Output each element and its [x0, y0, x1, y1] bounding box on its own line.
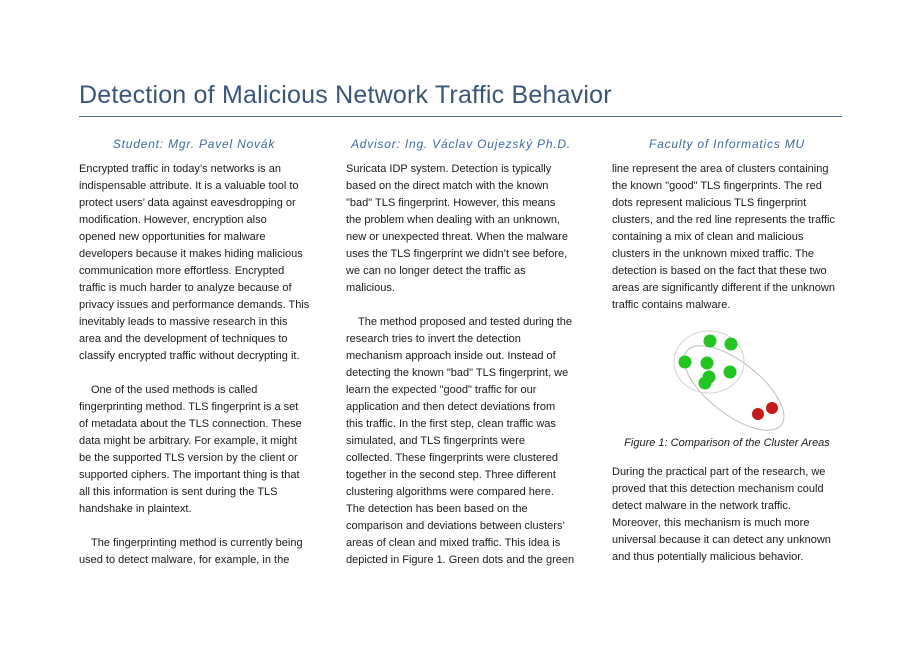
text-line: the problem when dealing with an unknown,: [346, 214, 561, 226]
text-line: supported ciphers. The important thing is that: [79, 469, 300, 481]
text-line: detection is based on the fact that these two: [612, 265, 827, 277]
text-line: Suricata IDP system. Detection is typically: [346, 163, 552, 175]
text-line: new or unexpected threat. When the malware: [346, 231, 568, 243]
green-dot: [725, 338, 738, 351]
text-line: depicted in Figure 1. Green dots and the green: [346, 554, 575, 566]
text-line: we can no longer detect the traffic as: [346, 265, 526, 277]
cluster-figure: [672, 326, 797, 431]
text-line: The detection has been based on the: [346, 503, 528, 515]
text-line: The method proposed and tested during the: [358, 316, 573, 328]
column-2: [346, 161, 579, 569]
text-line: research tries to invert the detection: [346, 333, 521, 345]
text-line: together in the second step. Three different: [346, 469, 556, 481]
student-header: Student: Mgr. Pavel Novák: [112, 137, 276, 151]
text-line: traffic contains malware.: [612, 299, 731, 311]
col1-paragraph-3: [79, 535, 312, 569]
col3-paragraph-1: [612, 161, 845, 314]
text-line: universal because it can detect any unknown: [612, 534, 831, 546]
figure-caption: Figure 1: Comparison of the Cluster Areas: [624, 437, 830, 449]
text-line: malicious.: [346, 282, 395, 294]
col1-paragraph-2: [79, 382, 312, 518]
green-dot: [704, 335, 717, 348]
text-line: developers because it makes hiding malicious: [79, 248, 303, 260]
advisor-header: Advisor: Ing. Václav Oujezský Ph.D.: [350, 137, 572, 151]
text-line: and thus potentially malicious behavior.: [612, 551, 804, 563]
text-line: of metadata about the TLS connection. These: [79, 418, 302, 430]
green-dot: [679, 356, 692, 369]
page-title: Detection of Malicious Network Traffic Behavior: [79, 81, 612, 109]
text-line: protect users’ data against eavesdropping or: [79, 197, 296, 209]
text-line: privacy issues and performance demands. This: [79, 299, 310, 311]
text-line: the known "good" TLS fingerprints. The red: [612, 180, 822, 192]
title-rule: [79, 116, 842, 117]
text-line: areas are significantly different if the unknown: [612, 282, 835, 294]
text-line: area and the development of techniques to: [79, 333, 288, 345]
text-line: learn the expected "good" traffic for our: [346, 384, 537, 396]
text-line: classify encrypted traffic without decrypting it.: [79, 350, 300, 362]
text-line: Encrypted traffic in today’s networks is an: [79, 163, 281, 175]
text-line: all this information is sent during the TLS: [79, 486, 278, 498]
text-line: handshake in plaintext.: [79, 503, 192, 515]
col3-paragraph-2: [612, 464, 845, 566]
green-dot: [699, 377, 712, 390]
text-line: detect malware in the network traffic.: [612, 500, 791, 512]
text-line: clusters, and the red line represents the traffic: [612, 214, 835, 226]
red-dot: [766, 402, 778, 414]
text-line: used to detect malware, for example, in the: [79, 554, 290, 566]
column-3-lower: [612, 464, 845, 566]
text-line: clusters in the unknown mixed traffic. The: [612, 248, 814, 260]
col2-paragraph-1: [346, 161, 579, 297]
text-line: be the supported TLS version by the client or: [79, 452, 298, 464]
text-line: application and then detect deviations from: [346, 401, 556, 413]
green-dot: [724, 366, 737, 379]
text-line: this traffic. In the first step, clean traffic was: [346, 418, 556, 430]
text-line: containing a mix of clean and malicious: [612, 231, 804, 243]
text-line: "bad" TLS fingerprint. However, this means: [346, 197, 556, 209]
text-line: collected. These fingerprints were clustered: [346, 452, 558, 464]
text-line: clustering algorithms were compared here.: [346, 486, 554, 498]
text-line: simulated, and TLS fingerprints were: [346, 435, 525, 447]
text-line: proved that this detection mechanism could: [612, 483, 824, 495]
text-line: During the practical part of the research, we: [612, 466, 826, 478]
text-line: comparison and deviations between clusters’: [346, 520, 565, 532]
text-line: modification. However, encryption also: [79, 214, 267, 226]
text-line: dots represent malicious TLS fingerprint: [612, 197, 807, 209]
text-line: detecting the known "bad" TLS fingerprint, we: [346, 367, 569, 379]
text-line: The fingerprinting method is currently being: [91, 537, 303, 549]
text-line: data might be arbitrary. For example, it might: [79, 435, 298, 447]
text-line: mechanism approach inside out. Instead of: [346, 350, 556, 362]
text-line: indispensable attribute. It is a valuable tool to: [79, 180, 299, 192]
text-line: areas of clean and mixed traffic. This idea is: [346, 537, 561, 549]
text-line: inevitably leads to massive research in this: [79, 316, 288, 328]
text-line: traffic is much harder to analyze because of: [79, 282, 292, 294]
column-3: [612, 161, 845, 314]
text-line: based on the direct match with the known: [346, 180, 549, 192]
text-line: line represent the area of clusters containing: [612, 163, 829, 175]
red-dot: [752, 408, 764, 420]
text-line: opened new opportunities for malware: [79, 231, 266, 243]
text-line: Moreover, this mechanism is much more: [612, 517, 810, 529]
faculty-header: Faculty of Informatics MU: [648, 137, 806, 151]
green-dot: [701, 357, 714, 370]
text-line: uses the TLS fingerprint we didn’t see before,: [346, 248, 568, 260]
text-line: fingerprinting method. TLS fingerprint is a set: [79, 401, 299, 413]
col1-paragraph-1: [79, 161, 312, 365]
text-line: communication more effortless. Encrypted: [79, 265, 285, 277]
column-1: [79, 161, 312, 569]
col2-paragraph-2: [346, 314, 579, 569]
text-line: One of the used methods is called: [91, 384, 258, 396]
